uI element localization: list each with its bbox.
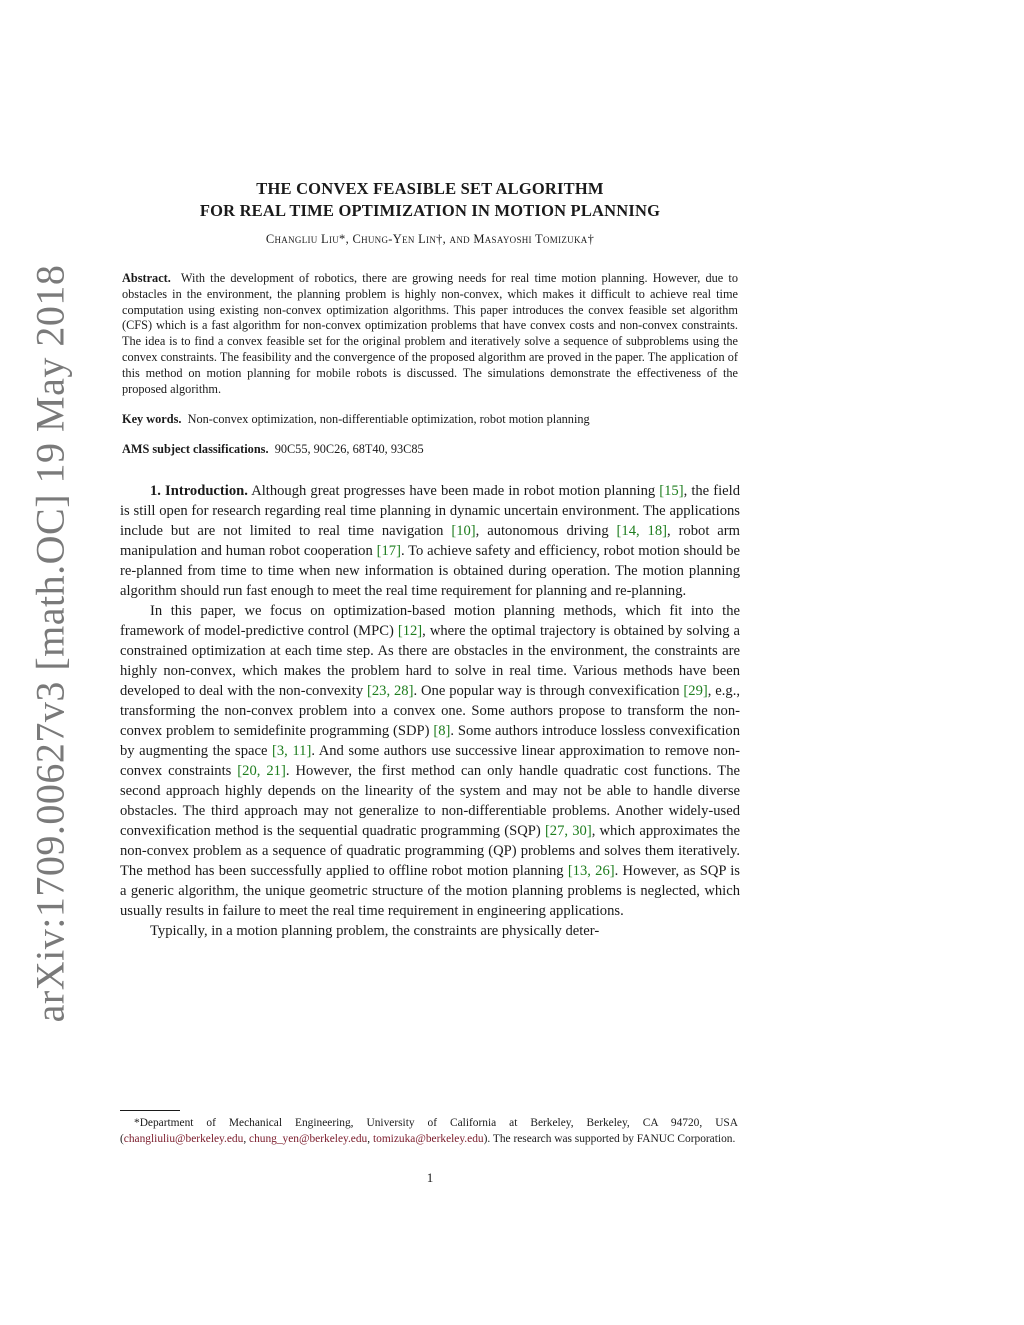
- citation-link[interactable]: [15]: [659, 483, 684, 500]
- footnote: *Department of Mechanical Engineering, University of California at Berkeley, Berkeley, CA 94720, USA (changliuliu@berkeley.edu, chung_yen@berkeley.edu, tomizuka@berkeley.edu). The research was supported by FANUC Corporation.: [120, 1117, 738, 1145]
- text-run: , which approximates the non-convex problem as a sequence of quadratic programming (QP) problems and solves them iteratively. The method has been successfully applied to offline robot motion planning: [120, 823, 740, 880]
- keywords-text: Non-convex optimization, non-differentiable optimization, robot motion planning: [187, 412, 590, 427]
- footnote-divider: [120, 1110, 180, 1111]
- title-line-1: THE CONVEX FEASIBLE SET ALGORITHM: [256, 179, 604, 198]
- text-run: Although great progresses have been made in robot motion planning: [251, 483, 660, 500]
- citation-link[interactable]: [13, 26]: [567, 863, 615, 880]
- ams-label: AMS subject classifications.: [122, 442, 269, 457]
- citation-link[interactable]: [3, 11]: [272, 743, 312, 760]
- intro-paragraph-3: Typically, in a motion planning problem, the constraints are physically deter-: [150, 923, 600, 940]
- title-line-2: FOR REAL TIME OPTIMIZATION IN MOTION PLANNING: [199, 201, 661, 220]
- citation-link[interactable]: [20, 21]: [237, 763, 286, 780]
- abstract: [122, 271, 738, 397]
- email-link[interactable]: changliuliu@berkeley.edu: [123, 1132, 244, 1145]
- author-list: Changliu Liu*, Chung-Yen Lin†, and Masayoshi Tomizuka†: [265, 232, 595, 246]
- citation-link[interactable]: [23, 28]: [367, 683, 414, 700]
- arxiv-identifier-text: arXiv:1709.00627v3 [math.OC] 19 May 2018: [27, 264, 73, 1022]
- citation-link[interactable]: [14, 18]: [616, 523, 668, 540]
- keywords-label: Key words.: [122, 412, 182, 427]
- citation-link[interactable]: [27, 30]: [544, 823, 592, 840]
- text-run: . However, as SQP is a generic algorithm, the unique geometric structure of the motion planning problems is neglected, which usually results in failure to meet the real time requirement in engineering applications.: [120, 863, 740, 920]
- text-run: In this paper, we focus on optimization-based motion planning methods, which fit into the framework of model-predictive control (MPC): [120, 603, 740, 640]
- citation-link[interactable]: [29]: [683, 683, 708, 700]
- arxiv-identifier: [18, 264, 82, 1022]
- citation-link[interactable]: [17]: [376, 543, 401, 560]
- keywords: [122, 411, 738, 427]
- paper-title: [120, 178, 740, 222]
- text-run: , e.g., transforming the non-convex problem into a convex one. Some authors propose to transform the non-convex problem to semidefinite programming (SDP): [120, 683, 741, 740]
- ams-text: 90C55, 90C26, 68T40, 93C85: [274, 442, 424, 457]
- introduction-section: [120, 481, 740, 941]
- text-run: . And some authors use successive linear approximation to remove non-convex constraints: [120, 743, 740, 780]
- page-number: 1: [426, 1170, 434, 1185]
- abstract-text: With the development of robotics, there are growing needs for real time motion planning. However, due to obstacles in the environment, the planning problem is highly non-convex, which makes it difficult to achieve real time computation using existing non-convex optimization algorithms. This paper introduces the convex feasible set algorithm (CFS) which is a fast algorithm for non-convex optimization problems that have convex costs and non-convex constraints. The idea is to find a convex feasible set for the original problem and iteratively solve a sequence of subproblems using the convex constraints. The feasibility and the convergence of the proposed algorithm are proved in the paper. The application of this method on motion planning for mobile robots is discussed. The simulations demonstrate the effectiveness of the proposed algorithm.: [122, 271, 738, 396]
- footnote-text: ). The research was supported by FANUC Corporation.: [483, 1132, 736, 1145]
- intro-paragraph-2: [120, 601, 740, 921]
- email-link[interactable]: chung_yen@berkeley.edu: [249, 1132, 368, 1145]
- citation-link[interactable]: [12]: [397, 623, 423, 640]
- text-run: . However, the first method can only handle quadratic cost functions. The second approach highly depends on the linearity of the system and may not be able to handle diverse obstacles. The third approach may not generalize to non-differentiable problems. Another widely-used convexification method is the sequential quadratic programming (SQP): [120, 763, 740, 840]
- text-run: , robot arm manipulation and human robot cooperation: [120, 523, 740, 560]
- text-run: . One popular way is through convexification: [413, 683, 684, 700]
- text-run: , autonomous driving: [475, 523, 617, 540]
- text-run: , where the optimal trajectory is obtained by solving a constrained optimization at each time step. As there are obstacles in the environment, the constraints are highly non-convex, which makes the problem hard to solve in real time. Various methods have been developed to deal with the non-convexity: [120, 623, 740, 700]
- text-run: , the field is still open for research regarding real time planning in dynamic uncertain environment. The applications include but are not limited to real time navigation: [120, 483, 740, 540]
- citation-link[interactable]: [8]: [433, 723, 451, 740]
- abstract-label: Abstract.: [122, 271, 171, 285]
- citation-link[interactable]: [10]: [451, 523, 476, 540]
- section-heading: 1. Introduction.: [150, 483, 248, 500]
- ams-classifications: [122, 441, 738, 457]
- text-run: . Some authors introduce lossless convexification by augmenting the space: [120, 723, 740, 760]
- email-link[interactable]: tomizuka@berkeley.edu: [372, 1132, 484, 1145]
- text-run: . To achieve safety and efficiency, robot motion should be re-planned from time to time when new information is obtained during operation. The motion planning algorithm should run fast enough to meet the real time requirement for planning and re-planning.: [120, 543, 741, 600]
- intro-paragraph-1: [120, 481, 740, 601]
- footnote-text: *Department of Mechanical Engineering, University of California at Berkeley, Berkeley, CA 94720, USA (: [120, 1117, 738, 1145]
- paper-page: [120, 178, 740, 941]
